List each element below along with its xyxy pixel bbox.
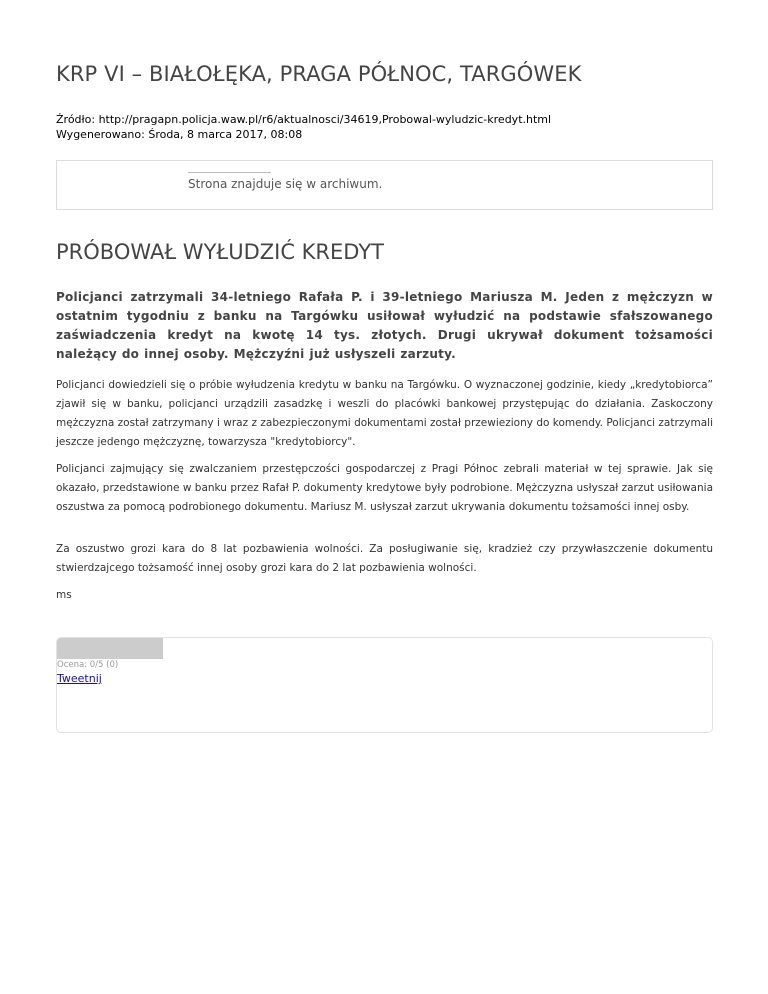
site-title: KRP VI – BIAŁOŁĘKA, PRAGA PÓŁNOC, TARGÓWEK: [56, 62, 582, 86]
rating-label: Ocena: 0/5 (0): [57, 660, 119, 670]
rating-stars-bar[interactable]: [57, 638, 163, 659]
rating-box: [56, 637, 713, 733]
source-url-line: Źródło: http://pragapn.policja.waw.pl/r6/aktualnosci/34619,Probowal-wyludzic-kredyt.html: [56, 113, 552, 126]
article-author-initials: ms: [56, 589, 72, 601]
tweet-link[interactable]: Tweetnij: [57, 672, 102, 685]
article-paragraph: Policjanci zajmujący się zwalczaniem przestępczości gospodarczej z Pragi Północ zebrali materiał w tej sprawie. Jak się okazało, przedstawione w banku przez Rafał P. dokumenty kredytowe były podrobione. Mężczyzna usłyszał zarzut usiłowania oszustwa za pomocą podrobionego dokumentu. Mariusz M. usłyszał zarzut ukrywania dokumentu tożsamości innej osby.: [56, 463, 713, 513]
archive-notice-text: Strona znajduje się w archiwum.: [188, 177, 383, 191]
article-lead: Policjanci zatrzymali 34-letniego Rafała P. i 39-letniego Mariusza M. Jeden z mężczyzn w ostatnim tygodniu z banku na Targówku usiłował wyłudzić na podstawie sfałszowanego zaświadczenia kredyt na kwotę 14 tys. złotych. Drugi ukrywał dokument tożsamości należący do innej osoby. Mężczyźni już usłyszeli zarzuty.: [56, 290, 713, 361]
article-paragraph: Za oszustwo grozi kara do 8 lat pozbawienia wolności. Za posługiwanie się, kradzież czy przywłaszczenie dokumentu stwierdzajcego tożsamość innej osoby grozi kara do 2 lat pozbawienia wolności.: [56, 543, 713, 574]
article-title: PRÓBOWAŁ WYŁUDZIĆ KREDYT: [56, 240, 384, 264]
generated-date-line: Wygenerowano: Środa, 8 marca 2017, 08:08: [56, 128, 303, 141]
print-metadata: [56, 112, 551, 142]
archive-notice-box: [56, 160, 713, 210]
archive-notice-divider: [188, 172, 271, 173]
article-paragraph: Policjanci dowiedzieli się o próbie wyłudzenia kredytu w banku na Targówku. O wyznaczonej godzinie, kiedy „kredytobiorca” zjawił się w banku, policjanci urządzili zasadzkę i weszli do placówki bankowej przystępując do działania. Zaskoczony mężczyzna został zatrzymany i wraz z zabezpieczonymi dokumentami został przewieziony do komendy. Policjanci zatrzymali jeszcze jedengo mężczyznę, towarzysza "kredytobiorcy".: [56, 379, 713, 448]
